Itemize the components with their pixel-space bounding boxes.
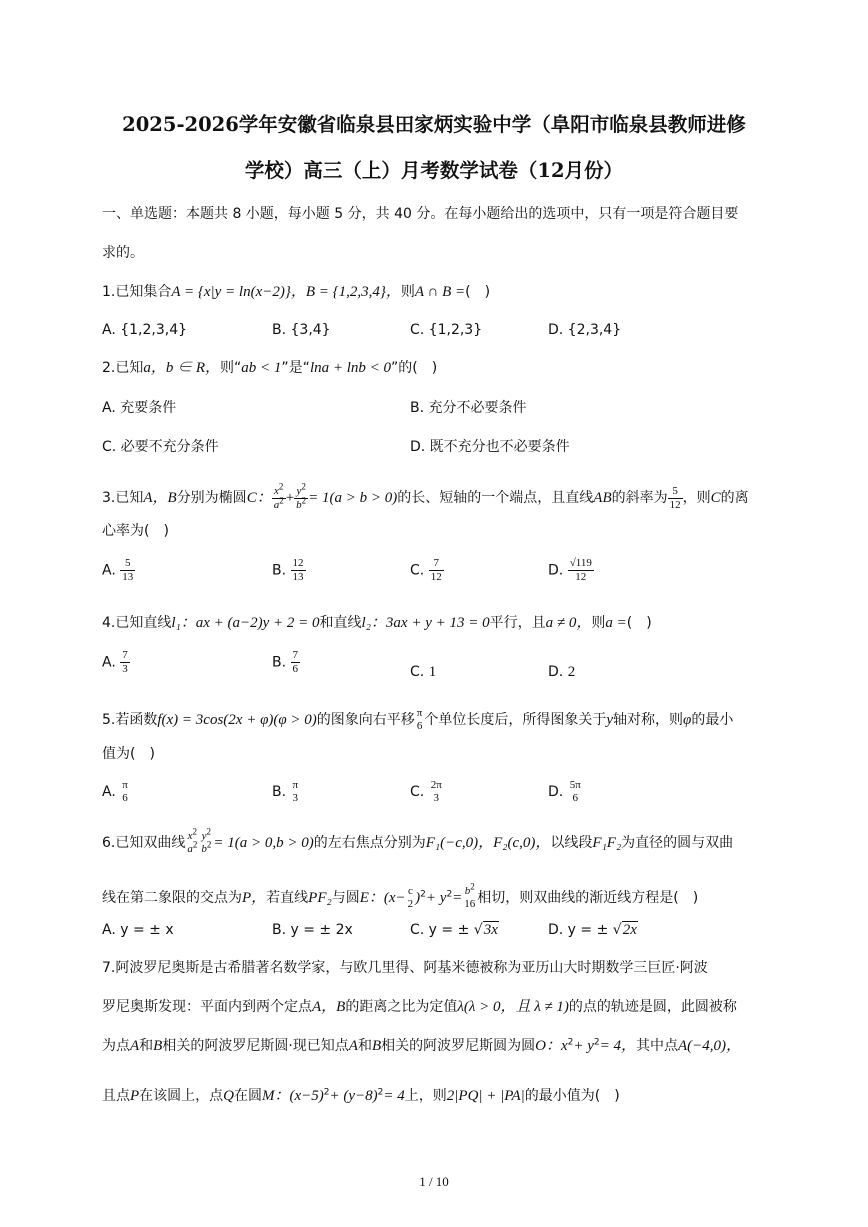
question-4-option-a[interactable]: A. $\frac{7}{3}$ bbox=[102, 649, 128, 675]
question-7-line2: 罗尼奥斯发现：平面内到两个定点A，B的距离之比为定值λ(λ > 0，且 λ ≠ 1)的点的轨迹是圆，此圆被称 bbox=[102, 999, 737, 1015]
question-2-option-c[interactable]: C. 必要不充分条件 bbox=[102, 439, 219, 455]
question-6-option-b[interactable]: B. y = ± 2x bbox=[272, 922, 353, 938]
question-1-option-c[interactable]: C. {1,2,3} bbox=[410, 322, 483, 338]
question-1-option-a[interactable]: A. {1,2,3,4} bbox=[102, 322, 188, 338]
question-3-option-a[interactable]: A. $\frac{5}{13}$ bbox=[102, 557, 134, 583]
question-2-option-a[interactable]: A. 充要条件 bbox=[102, 400, 177, 416]
question-5-stem-line2: 值为( ) bbox=[102, 746, 155, 762]
question-5-option-a[interactable]: A. π 6 bbox=[102, 779, 128, 804]
question-6-stem: 6.已知双曲线 $x^2$ $a^2$ $y^2$ $b^2$ = 1(a > 0,b > 0)的左右焦点分别为F₁(−c,0)，F₂(c,0)，以线段F₁F₂为直径的圆与双曲 bbox=[102, 826, 734, 855]
question-3-option-c[interactable]: C. $\frac{7}{12}$ bbox=[410, 557, 442, 583]
page-number: 1 / 10 bbox=[419, 1174, 449, 1189]
question-3-option-d[interactable]: D. $\frac{√119}{12}$ bbox=[548, 557, 592, 583]
question-3-option-b[interactable]: B. $\frac{12}{13}$ bbox=[272, 557, 304, 583]
question-7-line3: 为点A和B相关的阿波罗尼斯圆·现已知点A和B相关的阿波罗尼斯圆为圆O：$x^2+ y^2= 4$，其中点A(−4,0)， bbox=[102, 1037, 742, 1054]
question-5-option-b[interactable]: B. π 3 bbox=[272, 779, 299, 804]
question-6-option-a[interactable]: A. y = ± x bbox=[102, 922, 174, 938]
section-intro-line2: 求的。 bbox=[102, 245, 144, 261]
question-1-stem: 1.已知集合A = {x|y = ln(x−2)}，B = {1,2,3,4}，则A ∩ B =( ) bbox=[102, 284, 491, 300]
question-7-line4: 且点P在该圆上，点Q在圆M：$(x-5)^2+ (y-8)^2= 4$上，则2|PQ| + |PA|的最小值为( ) bbox=[102, 1087, 620, 1104]
question-1-option-b[interactable]: B. {3,4} bbox=[272, 322, 331, 338]
question-2-option-d[interactable]: D. 既不充分也不必要条件 bbox=[410, 439, 570, 455]
question-3-stem: 3.已知A，B分别为椭圆C： $\frac{x^2}{a^2}$ + $\frac{y^2}{b^2}$ = 1(a > b > 0)的长、短轴的一个端点，且直线AB的斜率为 $\frac{5}{12}$ ，则C的离 bbox=[102, 480, 749, 511]
question-4-option-b[interactable]: B. $\frac{7}{6}$ bbox=[272, 649, 299, 675]
exam-title-line1: 2025-2026学年安徽省临泉县田家炳实验中学（阜阳市临泉县教师进修 bbox=[122, 113, 746, 136]
question-6-option-d[interactable]: D. y = ± √2x bbox=[548, 922, 637, 938]
ellipse-x-fraction: $\frac{x^2}{a^2}$ bbox=[273, 480, 284, 511]
question-2-stem: 2.已知a，b ∈ R，则“ab < 1”是“lna + lnb < 0”的( ) bbox=[102, 360, 438, 376]
question-5-option-c[interactable]: C. 2π 3 bbox=[410, 779, 442, 804]
question-5-stem: 5.若函数f(x) = 3cos(2x + φ)(φ > 0)的图象向右平移 π 6 个单位长度后，所得图象关于y轴对称，则φ的最小 bbox=[102, 707, 734, 732]
question-4-option-c[interactable]: C. 1 bbox=[410, 664, 437, 680]
section-intro-line1: 一、单选题：本题共 8 小题，每小题 5 分，共 40 分。在每小题给出的选项中，只有一项是符合题目要 bbox=[102, 206, 739, 222]
hyperbola-x-fraction: $x^2$ $a^2$ bbox=[187, 826, 198, 855]
question-4-stem: 4.已知直线l₁：ax + (a−2)y + 2 = 0和直线l₂：3ax + y + 13 = 0平行，且a ≠ 0，则a =( ) bbox=[102, 615, 652, 631]
question-4-option-d[interactable]: D. 2 bbox=[548, 664, 576, 680]
question-7-line1: 7.阿波罗尼奥斯是古希腊著名数学家，与欧几里得、阿基米德被称为亚历山大时期数学三巨匠·阿波 bbox=[102, 960, 708, 976]
hyperbola-y-fraction: $y^2$ $b^2$ bbox=[201, 826, 212, 855]
exam-title-line2: 学校）高三（上）月考数学试卷（12月份） bbox=[244, 159, 624, 182]
slope-fraction: $\frac{5}{12}$ bbox=[669, 484, 681, 511]
question-6-option-c[interactable]: C. y = ± √3x bbox=[410, 922, 498, 938]
question-2-option-b[interactable]: B. 充分不必要条件 bbox=[410, 400, 527, 416]
question-3-stem-line2: 心率为( ) bbox=[102, 523, 169, 539]
question-1-option-d[interactable]: D. {2,3,4} bbox=[548, 322, 622, 338]
ellipse-y-fraction: $\frac{y^2}{b^2}$ bbox=[296, 480, 307, 511]
shift-fraction: π 6 bbox=[416, 707, 423, 732]
question-6-stem-line2: 线在第二象限的交点为P，若直线PF₂与圆E：(x− c 2 )$^2+ y^2=$ $b^2$ 16 相切，则双曲线的渐近线方程是( ) bbox=[102, 881, 699, 910]
question-5-option-d[interactable]: D. 5π 6 bbox=[548, 779, 581, 804]
